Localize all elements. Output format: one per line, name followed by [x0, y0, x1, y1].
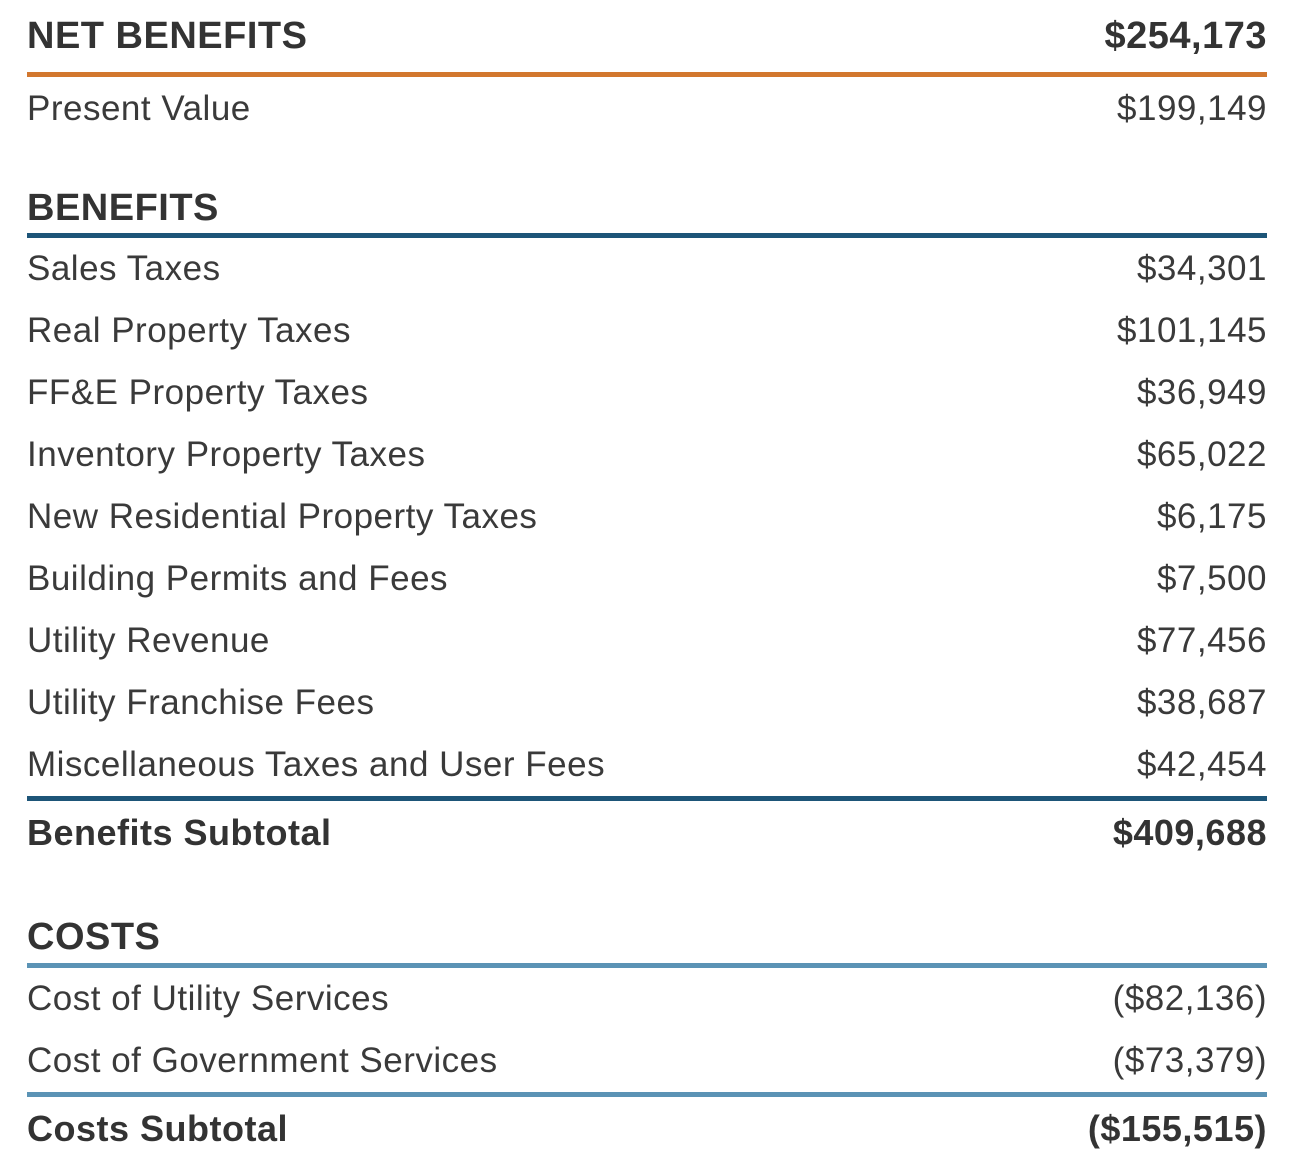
cost-value: ($82,136): [1112, 979, 1267, 1018]
costs-list: [27, 968, 1267, 1092]
costs-header: [27, 911, 1267, 963]
net-benefits-header: [27, 0, 1267, 72]
benefits-subtotal-label: Benefits Subtotal: [27, 812, 332, 853]
costs-heading: COSTS: [27, 915, 161, 958]
costs-section: [27, 911, 1267, 1161]
benefits-heading: BENEFITS: [27, 186, 219, 229]
benefit-label: New Residential Property Taxes: [27, 497, 538, 536]
benefit-row: [27, 672, 1267, 734]
present-value-amount: $199,149: [1117, 89, 1267, 128]
section-spacer: [27, 865, 1267, 911]
net-benefits-heading: NET BENEFITS: [27, 14, 308, 57]
costs-subtotal-label: Costs Subtotal: [27, 1108, 289, 1149]
benefits-section: [27, 183, 1267, 865]
present-value-label: Present Value: [27, 89, 251, 128]
benefit-value: $65,022: [1136, 435, 1267, 474]
benefit-label: Utility Franchise Fees: [27, 683, 375, 722]
benefit-value: $77,456: [1136, 621, 1267, 660]
benefit-row: [27, 486, 1267, 548]
benefit-value: $36,949: [1136, 373, 1267, 412]
cost-label: Cost of Utility Services: [27, 979, 390, 1018]
benefit-row: [27, 362, 1267, 424]
benefit-value: $7,500: [1156, 559, 1267, 598]
benefit-value: $42,454: [1136, 745, 1267, 784]
benefit-row: [27, 548, 1267, 610]
cost-row: [27, 1030, 1267, 1092]
benefits-list: [27, 238, 1267, 796]
benefit-value: $6,175: [1156, 497, 1267, 536]
benefit-row: [27, 424, 1267, 486]
benefit-label: Miscellaneous Taxes and User Fees: [27, 745, 606, 784]
benefit-row: [27, 300, 1267, 362]
benefits-subtotal-value: $409,688: [1112, 812, 1267, 853]
benefit-label: Building Permits and Fees: [27, 559, 449, 598]
benefit-value: $38,687: [1136, 683, 1267, 722]
benefit-label: Sales Taxes: [27, 249, 221, 288]
cost-value: ($73,379): [1112, 1041, 1267, 1080]
benefit-row: [27, 238, 1267, 300]
benefit-value: $101,145: [1117, 311, 1267, 350]
fiscal-impact-summary: [27, 0, 1267, 1161]
benefit-label: FF&E Property Taxes: [27, 373, 369, 412]
cost-label: Cost of Government Services: [27, 1041, 498, 1080]
net-benefits-total: $254,173: [1104, 14, 1267, 57]
costs-subtotal-row: [27, 1097, 1267, 1161]
benefit-label: Utility Revenue: [27, 621, 270, 660]
benefits-subtotal-row: [27, 801, 1267, 865]
cost-row: [27, 968, 1267, 1030]
net-benefits-section: [27, 0, 1267, 141]
benefits-header: [27, 183, 1267, 233]
present-value-row: [27, 77, 1267, 141]
benefit-label: Real Property Taxes: [27, 311, 352, 350]
section-spacer: [27, 141, 1267, 183]
benefit-row: [27, 610, 1267, 672]
benefit-value: $34,301: [1136, 249, 1267, 288]
costs-subtotal-value: ($155,515): [1087, 1108, 1267, 1149]
benefit-row: [27, 734, 1267, 796]
benefit-label: Inventory Property Taxes: [27, 435, 426, 474]
